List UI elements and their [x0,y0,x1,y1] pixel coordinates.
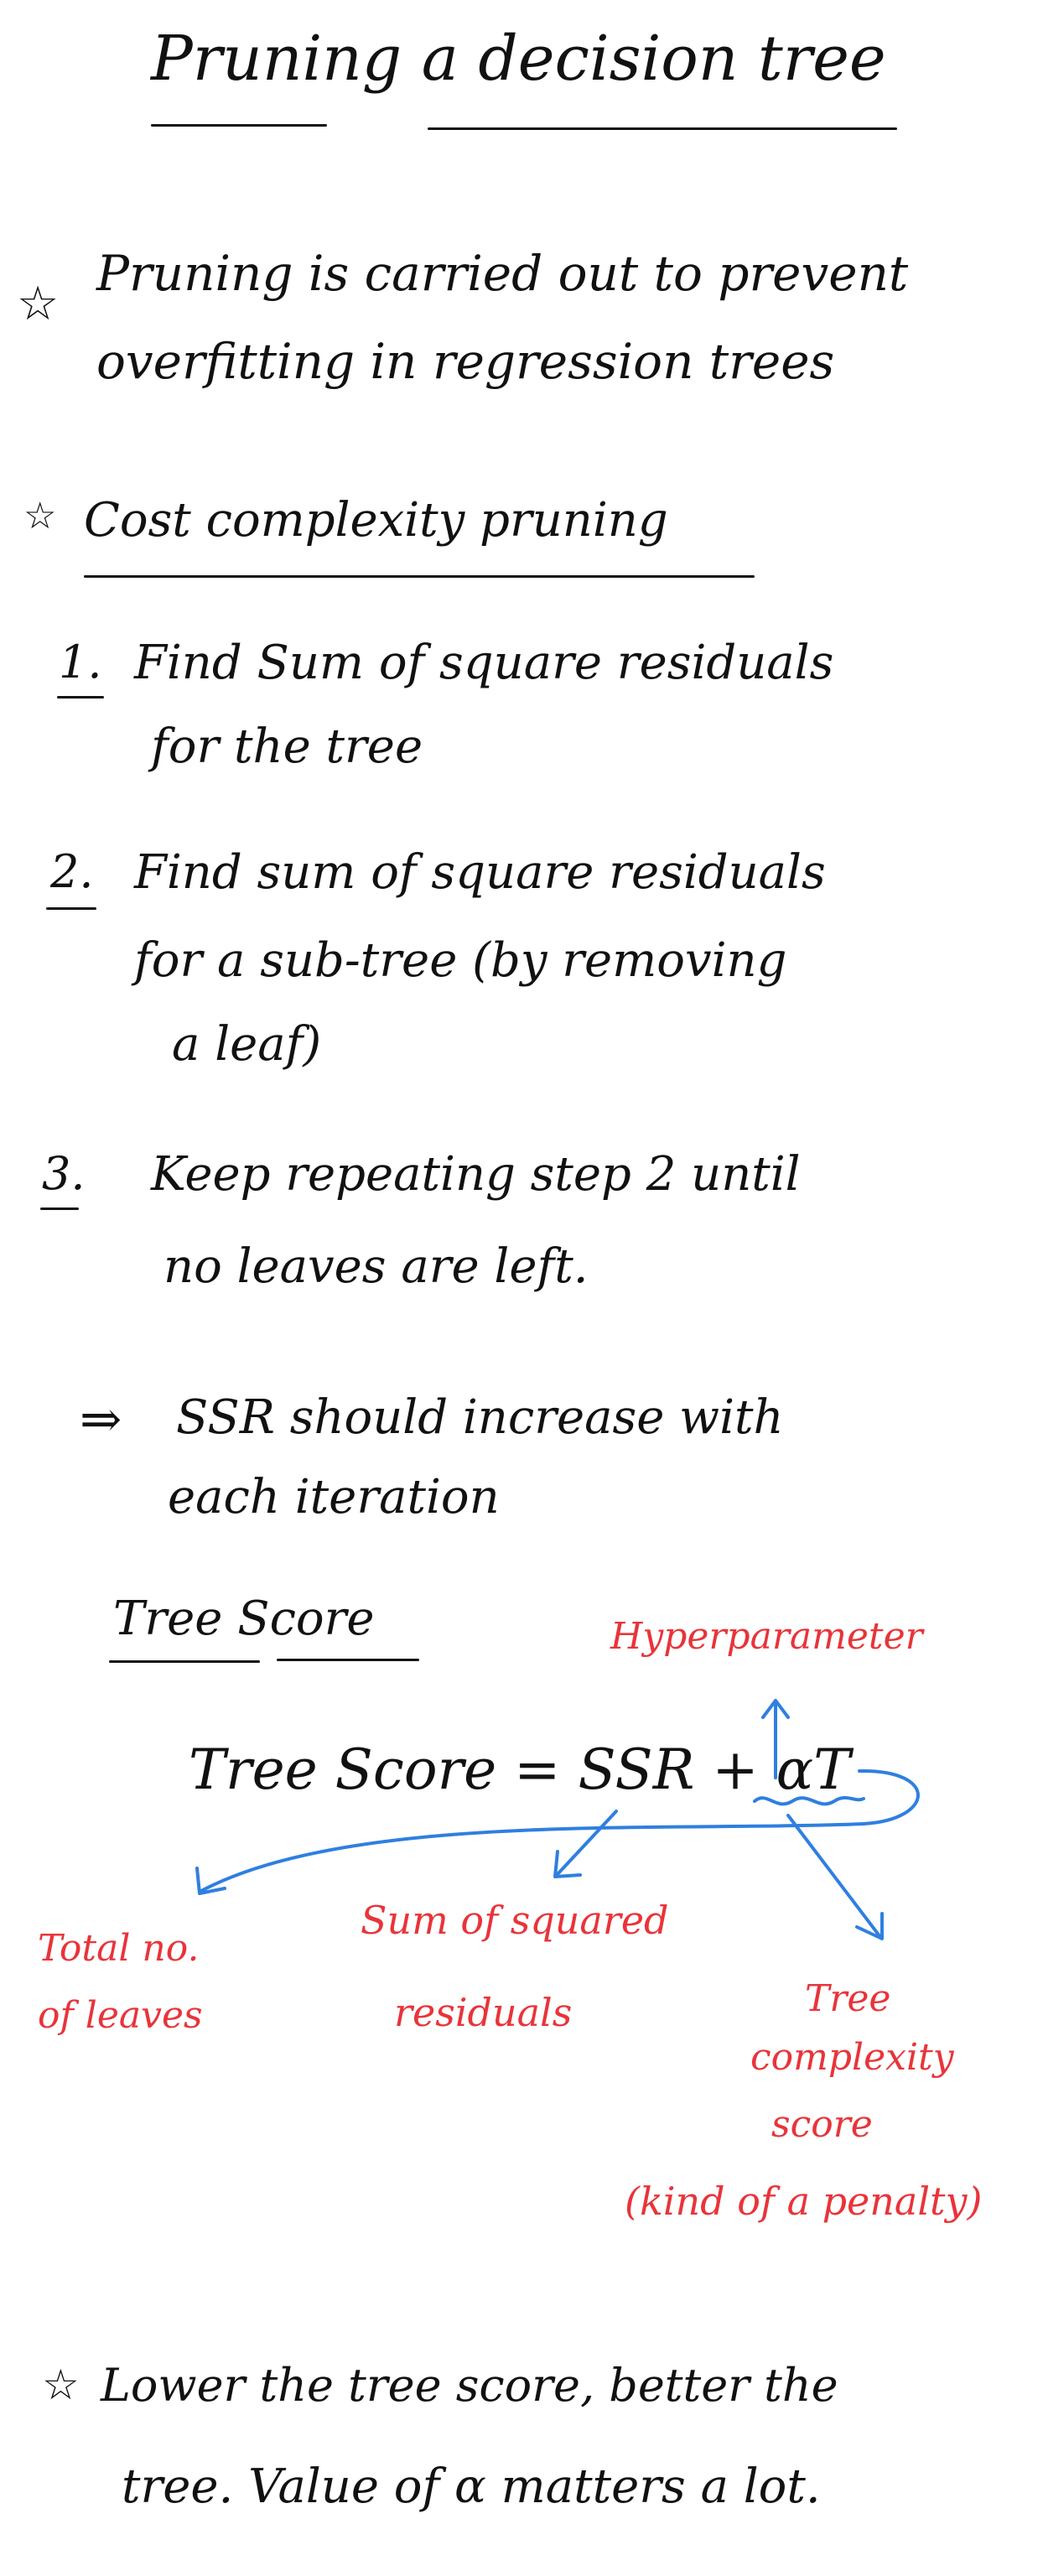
step-2-line-1: Find sum of square residuals [134,845,826,900]
step-3-line-2: no leaves are left. [163,1239,589,1294]
step-number: 2. [50,845,94,898]
annotation-complexity-line-3: score [771,2103,873,2146]
tree-score-formula: Tree Score = SSR + αT [189,1737,851,1802]
arrow-to-complexity [788,1815,880,1937]
footer-line-2: tree. Value of α matters a lot. [122,2459,821,2514]
alpha-t-squiggle [755,1798,864,1804]
star-icon: ☆ [42,2360,80,2409]
annotation-hyperparameter: Hyperparameter [610,1615,923,1658]
page-title: Pruning a decision tree [151,23,886,95]
annotation-ssr-line-2: residuals [394,1990,573,2035]
annotation-ssr-line-1: Sum of squared [361,1898,669,1943]
tree-score-heading: Tree Score [113,1592,375,1646]
annotation-complexity-line-4: (kind of a penalty) [625,2179,983,2224]
star-icon: ☆ [17,277,60,331]
footer-line-1: Lower the tree score, better the [101,2359,838,2412]
annotation-total-leaves-line-2: of leaves [38,1994,203,2037]
annotation-complexity-line-2: complexity [750,2036,954,2079]
conclusion-line-1: SSR should increase with [176,1390,784,1445]
intro-line-2: overfitting in regression trees [96,333,835,390]
implies-arrow-icon: ⇒ [80,1390,122,1449]
section-title: Cost complexity pruning [84,493,668,548]
step-number: 3. [42,1147,86,1200]
intro-line-1: Pruning is carried out to prevent [96,245,909,302]
step-number: 1. [59,636,102,688]
step-1-line-2: for the tree [151,719,423,774]
star-icon: ☆ [23,495,57,538]
arrow-to-ssr [558,1811,616,1874]
step-3-line-1: Keep repeating step 2 until [151,1147,801,1202]
annotation-complexity-line-1: Tree [805,1977,891,2020]
conclusion-line-2: each iteration [168,1470,500,1524]
step-2-line-3: a leaf) [172,1017,322,1072]
annotation-total-leaves-line-1: Total no. [38,1927,200,1970]
step-2-line-2: for a sub-tree (by removing [134,933,787,988]
step-1-line-1: Find Sum of square residuals [134,636,834,690]
